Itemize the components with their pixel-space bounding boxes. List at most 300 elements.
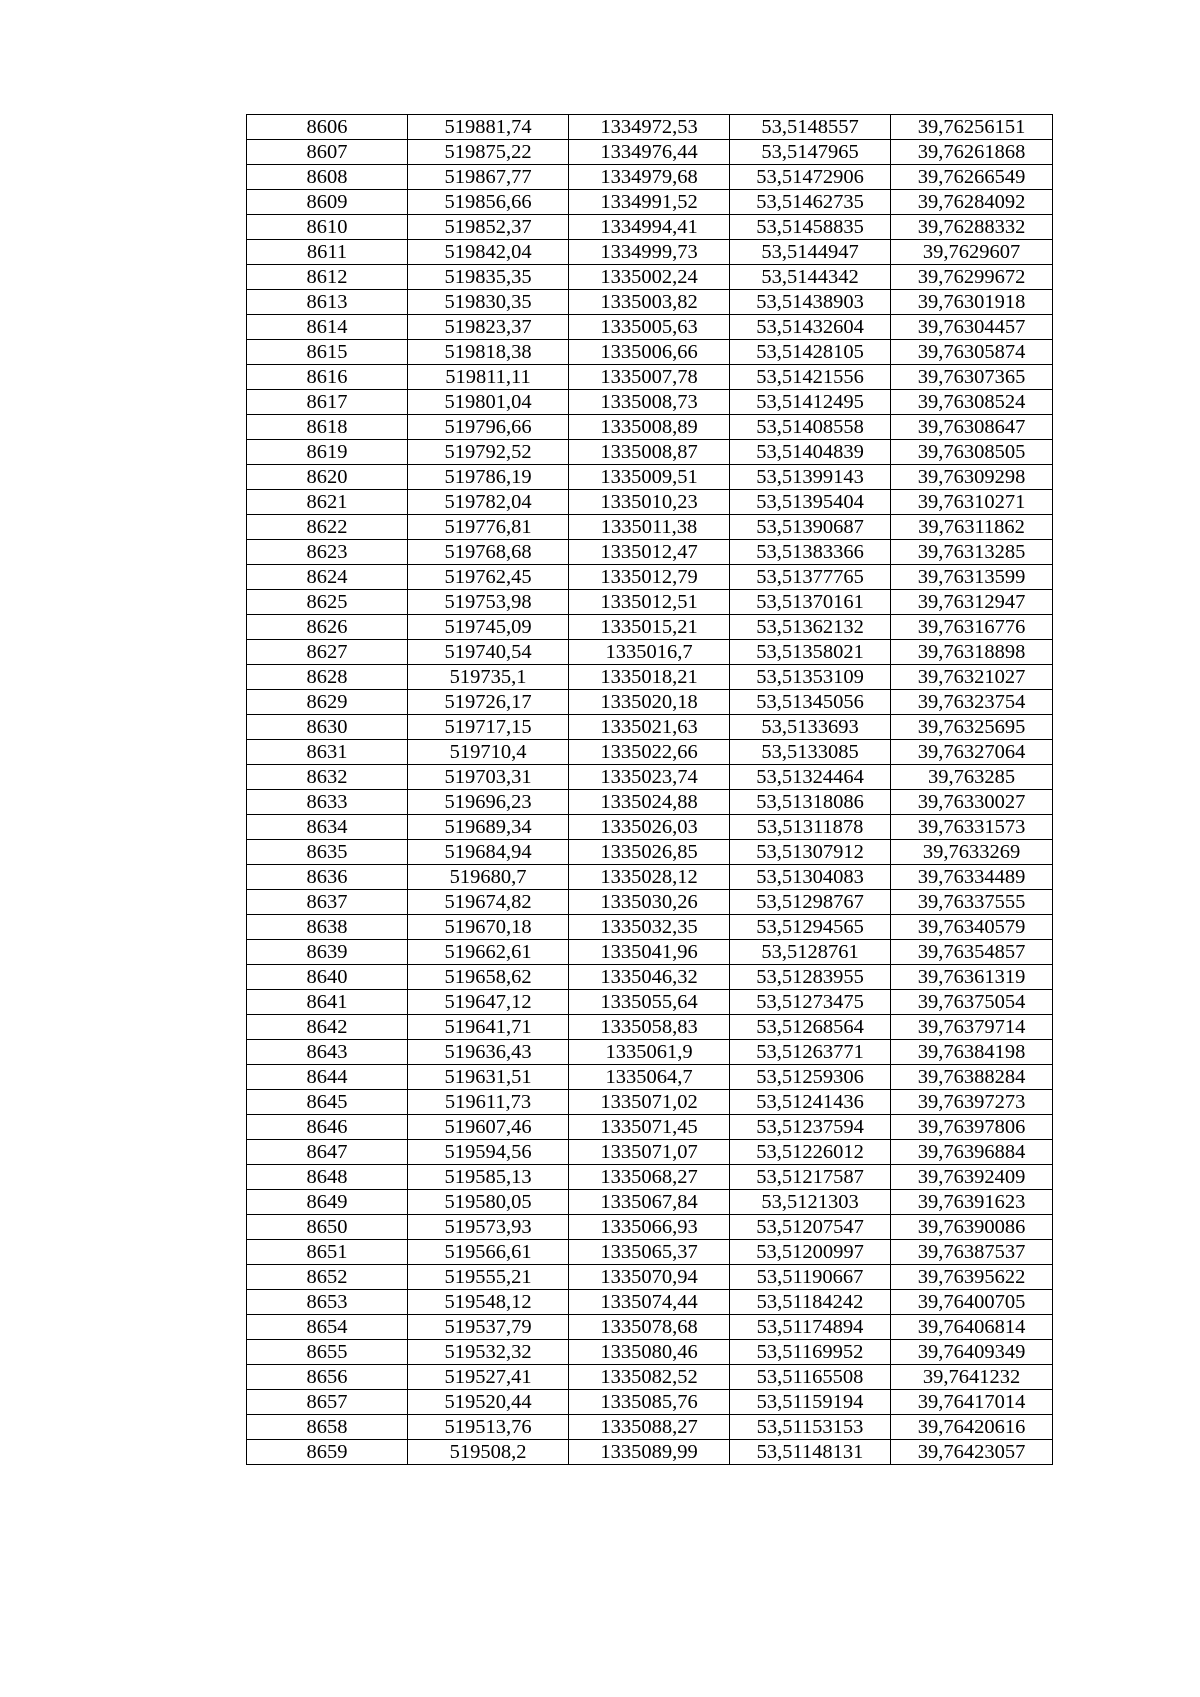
longitude-cell: 39,76310271 xyxy=(891,490,1053,515)
latitude-cell: 53,51169952 xyxy=(730,1340,891,1365)
table-row xyxy=(247,790,1053,815)
table-row xyxy=(247,815,1053,840)
point-number-cell: 8620 xyxy=(247,465,408,490)
table-row xyxy=(247,1140,1053,1165)
point-number-cell: 8644 xyxy=(247,1065,408,1090)
table-row xyxy=(247,1265,1053,1290)
y-coordinate-cell: 1335089,99 xyxy=(569,1440,730,1465)
point-number-cell: 8639 xyxy=(247,940,408,965)
latitude-cell: 53,51273475 xyxy=(730,990,891,1015)
longitude-cell: 39,76261868 xyxy=(891,140,1053,165)
table-row xyxy=(247,740,1053,765)
table-row xyxy=(247,1365,1053,1390)
point-number-cell: 8626 xyxy=(247,615,408,640)
x-coordinate-cell: 519527,41 xyxy=(408,1365,569,1390)
latitude-cell: 53,51298767 xyxy=(730,890,891,915)
longitude-cell: 39,76423057 xyxy=(891,1440,1053,1465)
point-number-cell: 8609 xyxy=(247,190,408,215)
latitude-cell: 53,51472906 xyxy=(730,165,891,190)
y-coordinate-cell: 1335005,63 xyxy=(569,315,730,340)
longitude-cell: 39,76313285 xyxy=(891,540,1053,565)
x-coordinate-cell: 519658,62 xyxy=(408,965,569,990)
point-number-cell: 8623 xyxy=(247,540,408,565)
y-coordinate-cell: 1335032,35 xyxy=(569,915,730,940)
x-coordinate-cell: 519717,15 xyxy=(408,715,569,740)
table-row xyxy=(247,965,1053,990)
table-row xyxy=(247,465,1053,490)
point-number-cell: 8629 xyxy=(247,690,408,715)
latitude-cell: 53,51207547 xyxy=(730,1215,891,1240)
x-coordinate-cell: 519867,77 xyxy=(408,165,569,190)
y-coordinate-cell: 1335026,85 xyxy=(569,840,730,865)
point-number-cell: 8614 xyxy=(247,315,408,340)
y-coordinate-cell: 1335068,27 xyxy=(569,1165,730,1190)
latitude-cell: 53,51311878 xyxy=(730,815,891,840)
x-coordinate-cell: 519611,73 xyxy=(408,1090,569,1115)
y-coordinate-cell: 1335028,12 xyxy=(569,865,730,890)
longitude-cell: 39,76406814 xyxy=(891,1315,1053,1340)
point-number-cell: 8637 xyxy=(247,890,408,915)
y-coordinate-cell: 1335041,96 xyxy=(569,940,730,965)
table-row xyxy=(247,1090,1053,1115)
y-coordinate-cell: 1335024,88 xyxy=(569,790,730,815)
y-coordinate-cell: 1335008,89 xyxy=(569,415,730,440)
longitude-cell: 39,7641232 xyxy=(891,1365,1053,1390)
y-coordinate-cell: 1335085,76 xyxy=(569,1390,730,1415)
latitude-cell: 53,51263771 xyxy=(730,1040,891,1065)
y-coordinate-cell: 1334972,53 xyxy=(569,115,730,140)
table-row xyxy=(247,1040,1053,1065)
longitude-cell: 39,76390086 xyxy=(891,1215,1053,1240)
latitude-cell: 53,51408558 xyxy=(730,415,891,440)
table-row xyxy=(247,240,1053,265)
point-number-cell: 8613 xyxy=(247,290,408,315)
x-coordinate-cell: 519662,61 xyxy=(408,940,569,965)
table-row xyxy=(247,1015,1053,1040)
latitude-cell: 53,51318086 xyxy=(730,790,891,815)
point-number-cell: 8649 xyxy=(247,1190,408,1215)
table-row xyxy=(247,615,1053,640)
x-coordinate-cell: 519735,1 xyxy=(408,665,569,690)
latitude-cell: 53,51353109 xyxy=(730,665,891,690)
point-number-cell: 8652 xyxy=(247,1265,408,1290)
table-row xyxy=(247,1315,1053,1340)
table-row xyxy=(247,140,1053,165)
longitude-cell: 39,76304457 xyxy=(891,315,1053,340)
point-number-cell: 8650 xyxy=(247,1215,408,1240)
x-coordinate-cell: 519875,22 xyxy=(408,140,569,165)
x-coordinate-cell: 519776,81 xyxy=(408,515,569,540)
longitude-cell: 39,76313599 xyxy=(891,565,1053,590)
table-row xyxy=(247,665,1053,690)
table-row xyxy=(247,190,1053,215)
point-number-cell: 8606 xyxy=(247,115,408,140)
y-coordinate-cell: 1335061,9 xyxy=(569,1040,730,1065)
y-coordinate-cell: 1335010,23 xyxy=(569,490,730,515)
point-number-cell: 8631 xyxy=(247,740,408,765)
longitude-cell: 39,76420616 xyxy=(891,1415,1053,1440)
point-number-cell: 8656 xyxy=(247,1365,408,1390)
x-coordinate-cell: 519726,17 xyxy=(408,690,569,715)
point-number-cell: 8625 xyxy=(247,590,408,615)
table-row xyxy=(247,1340,1053,1365)
longitude-cell: 39,76379714 xyxy=(891,1015,1053,1040)
latitude-cell: 53,51241436 xyxy=(730,1090,891,1115)
point-number-cell: 8641 xyxy=(247,990,408,1015)
point-number-cell: 8615 xyxy=(247,340,408,365)
longitude-cell: 39,76387537 xyxy=(891,1240,1053,1265)
longitude-cell: 39,76417014 xyxy=(891,1390,1053,1415)
latitude-cell: 53,51412495 xyxy=(730,390,891,415)
point-number-cell: 8621 xyxy=(247,490,408,515)
latitude-cell: 53,51370161 xyxy=(730,590,891,615)
table-row xyxy=(247,265,1053,290)
x-coordinate-cell: 519508,2 xyxy=(408,1440,569,1465)
y-coordinate-cell: 1335064,7 xyxy=(569,1065,730,1090)
x-coordinate-cell: 519641,71 xyxy=(408,1015,569,1040)
latitude-cell: 53,5121303 xyxy=(730,1190,891,1215)
point-number-cell: 8635 xyxy=(247,840,408,865)
longitude-cell: 39,76309298 xyxy=(891,465,1053,490)
x-coordinate-cell: 519842,04 xyxy=(408,240,569,265)
x-coordinate-cell: 519670,18 xyxy=(408,915,569,940)
latitude-cell: 53,51404839 xyxy=(730,440,891,465)
latitude-cell: 53,51259306 xyxy=(730,1065,891,1090)
table-row xyxy=(247,840,1053,865)
longitude-cell: 39,76308647 xyxy=(891,415,1053,440)
latitude-cell: 53,51217587 xyxy=(730,1165,891,1190)
y-coordinate-cell: 1335055,64 xyxy=(569,990,730,1015)
table-row xyxy=(247,915,1053,940)
y-coordinate-cell: 1335082,52 xyxy=(569,1365,730,1390)
x-coordinate-cell: 519684,94 xyxy=(408,840,569,865)
longitude-cell: 39,76284092 xyxy=(891,190,1053,215)
latitude-cell: 53,51174894 xyxy=(730,1315,891,1340)
x-coordinate-cell: 519513,76 xyxy=(408,1415,569,1440)
point-number-cell: 8617 xyxy=(247,390,408,415)
y-coordinate-cell: 1335011,38 xyxy=(569,515,730,540)
latitude-cell: 53,51237594 xyxy=(730,1115,891,1140)
x-coordinate-cell: 519792,52 xyxy=(408,440,569,465)
point-number-cell: 8657 xyxy=(247,1390,408,1415)
longitude-cell: 39,76400705 xyxy=(891,1290,1053,1315)
x-coordinate-cell: 519753,98 xyxy=(408,590,569,615)
y-coordinate-cell: 1335003,82 xyxy=(569,290,730,315)
table-row xyxy=(247,115,1053,140)
x-coordinate-cell: 519818,38 xyxy=(408,340,569,365)
longitude-cell: 39,76354857 xyxy=(891,940,1053,965)
longitude-cell: 39,76312947 xyxy=(891,590,1053,615)
x-coordinate-cell: 519740,54 xyxy=(408,640,569,665)
y-coordinate-cell: 1335018,21 xyxy=(569,665,730,690)
y-coordinate-cell: 1335074,44 xyxy=(569,1290,730,1315)
table-row xyxy=(247,340,1053,365)
table-row xyxy=(247,1190,1053,1215)
y-coordinate-cell: 1335002,24 xyxy=(569,265,730,290)
x-coordinate-cell: 519689,34 xyxy=(408,815,569,840)
table-row xyxy=(247,1390,1053,1415)
longitude-cell: 39,76396884 xyxy=(891,1140,1053,1165)
table-row xyxy=(247,315,1053,340)
table-row xyxy=(247,1240,1053,1265)
longitude-cell: 39,76311862 xyxy=(891,515,1053,540)
table-row xyxy=(247,990,1053,1015)
x-coordinate-cell: 519710,4 xyxy=(408,740,569,765)
y-coordinate-cell: 1335066,93 xyxy=(569,1215,730,1240)
y-coordinate-cell: 1334979,68 xyxy=(569,165,730,190)
latitude-cell: 53,51268564 xyxy=(730,1015,891,1040)
table-row xyxy=(247,1165,1053,1190)
latitude-cell: 53,51428105 xyxy=(730,340,891,365)
x-coordinate-cell: 519573,93 xyxy=(408,1215,569,1240)
table-row xyxy=(247,1290,1053,1315)
y-coordinate-cell: 1335012,79 xyxy=(569,565,730,590)
y-coordinate-cell: 1335012,51 xyxy=(569,590,730,615)
point-number-cell: 8632 xyxy=(247,765,408,790)
x-coordinate-cell: 519762,45 xyxy=(408,565,569,590)
x-coordinate-cell: 519548,12 xyxy=(408,1290,569,1315)
point-number-cell: 8622 xyxy=(247,515,408,540)
latitude-cell: 53,51307912 xyxy=(730,840,891,865)
x-coordinate-cell: 519782,04 xyxy=(408,490,569,515)
longitude-cell: 39,76334489 xyxy=(891,865,1053,890)
longitude-cell: 39,76395622 xyxy=(891,1265,1053,1290)
y-coordinate-cell: 1335080,46 xyxy=(569,1340,730,1365)
y-coordinate-cell: 1335022,66 xyxy=(569,740,730,765)
x-coordinate-cell: 519830,35 xyxy=(408,290,569,315)
table-row xyxy=(247,865,1053,890)
x-coordinate-cell: 519835,35 xyxy=(408,265,569,290)
point-number-cell: 8659 xyxy=(247,1440,408,1465)
longitude-cell: 39,76384198 xyxy=(891,1040,1053,1065)
latitude-cell: 53,51200997 xyxy=(730,1240,891,1265)
table-row xyxy=(247,515,1053,540)
table-row xyxy=(247,590,1053,615)
coordinates-table xyxy=(246,114,1053,1465)
point-number-cell: 8638 xyxy=(247,915,408,940)
table-row xyxy=(247,765,1053,790)
longitude-cell: 39,76301918 xyxy=(891,290,1053,315)
point-number-cell: 8624 xyxy=(247,565,408,590)
y-coordinate-cell: 1335007,78 xyxy=(569,365,730,390)
point-number-cell: 8618 xyxy=(247,415,408,440)
x-coordinate-cell: 519636,43 xyxy=(408,1040,569,1065)
latitude-cell: 53,51438903 xyxy=(730,290,891,315)
point-number-cell: 8608 xyxy=(247,165,408,190)
longitude-cell: 39,76397806 xyxy=(891,1115,1053,1140)
x-coordinate-cell: 519520,44 xyxy=(408,1390,569,1415)
longitude-cell: 39,763285 xyxy=(891,765,1053,790)
latitude-cell: 53,51283955 xyxy=(730,965,891,990)
table-row xyxy=(247,940,1053,965)
point-number-cell: 8654 xyxy=(247,1315,408,1340)
point-number-cell: 8636 xyxy=(247,865,408,890)
latitude-cell: 53,51294565 xyxy=(730,915,891,940)
latitude-cell: 53,51462735 xyxy=(730,190,891,215)
x-coordinate-cell: 519823,37 xyxy=(408,315,569,340)
latitude-cell: 53,51377765 xyxy=(730,565,891,590)
x-coordinate-cell: 519796,66 xyxy=(408,415,569,440)
x-coordinate-cell: 519580,05 xyxy=(408,1190,569,1215)
x-coordinate-cell: 519607,46 xyxy=(408,1115,569,1140)
y-coordinate-cell: 1335015,21 xyxy=(569,615,730,640)
point-number-cell: 8655 xyxy=(247,1340,408,1365)
longitude-cell: 39,76316776 xyxy=(891,615,1053,640)
x-coordinate-cell: 519532,32 xyxy=(408,1340,569,1365)
longitude-cell: 39,76323754 xyxy=(891,690,1053,715)
y-coordinate-cell: 1334991,52 xyxy=(569,190,730,215)
y-coordinate-cell: 1335026,03 xyxy=(569,815,730,840)
latitude-cell: 53,51458835 xyxy=(730,215,891,240)
table-row xyxy=(247,1065,1053,1090)
latitude-cell: 53,51153153 xyxy=(730,1415,891,1440)
x-coordinate-cell: 519703,31 xyxy=(408,765,569,790)
table-row xyxy=(247,540,1053,565)
x-coordinate-cell: 519786,19 xyxy=(408,465,569,490)
point-number-cell: 8658 xyxy=(247,1415,408,1440)
point-number-cell: 8616 xyxy=(247,365,408,390)
longitude-cell: 39,76266549 xyxy=(891,165,1053,190)
x-coordinate-cell: 519585,13 xyxy=(408,1165,569,1190)
latitude-cell: 53,5147965 xyxy=(730,140,891,165)
latitude-cell: 53,51383366 xyxy=(730,540,891,565)
latitude-cell: 53,5133693 xyxy=(730,715,891,740)
table-row xyxy=(247,440,1053,465)
point-number-cell: 8628 xyxy=(247,665,408,690)
latitude-cell: 53,5128761 xyxy=(730,940,891,965)
table-row xyxy=(247,215,1053,240)
y-coordinate-cell: 1335012,47 xyxy=(569,540,730,565)
x-coordinate-cell: 519537,79 xyxy=(408,1315,569,1340)
longitude-cell: 39,76409349 xyxy=(891,1340,1053,1365)
x-coordinate-cell: 519852,37 xyxy=(408,215,569,240)
y-coordinate-cell: 1335067,84 xyxy=(569,1190,730,1215)
x-coordinate-cell: 519881,74 xyxy=(408,115,569,140)
latitude-cell: 53,51184242 xyxy=(730,1290,891,1315)
table-row xyxy=(247,640,1053,665)
longitude-cell: 39,7629607 xyxy=(891,240,1053,265)
table-row xyxy=(247,290,1053,315)
point-number-cell: 8607 xyxy=(247,140,408,165)
longitude-cell: 39,76308505 xyxy=(891,440,1053,465)
table-row xyxy=(247,690,1053,715)
longitude-cell: 39,76305874 xyxy=(891,340,1053,365)
longitude-cell: 39,76397273 xyxy=(891,1090,1053,1115)
y-coordinate-cell: 1335008,87 xyxy=(569,440,730,465)
y-coordinate-cell: 1335071,07 xyxy=(569,1140,730,1165)
point-number-cell: 8634 xyxy=(247,815,408,840)
table-row xyxy=(247,1415,1053,1440)
point-number-cell: 8646 xyxy=(247,1115,408,1140)
latitude-cell: 53,5148557 xyxy=(730,115,891,140)
y-coordinate-cell: 1335046,32 xyxy=(569,965,730,990)
point-number-cell: 8647 xyxy=(247,1140,408,1165)
longitude-cell: 39,76321027 xyxy=(891,665,1053,690)
longitude-cell: 39,76256151 xyxy=(891,115,1053,140)
x-coordinate-cell: 519801,04 xyxy=(408,390,569,415)
latitude-cell: 53,51390687 xyxy=(730,515,891,540)
longitude-cell: 39,76288332 xyxy=(891,215,1053,240)
point-number-cell: 8643 xyxy=(247,1040,408,1065)
x-coordinate-cell: 519594,56 xyxy=(408,1140,569,1165)
y-coordinate-cell: 1335006,66 xyxy=(569,340,730,365)
y-coordinate-cell: 1334999,73 xyxy=(569,240,730,265)
table-row xyxy=(247,415,1053,440)
longitude-cell: 39,76375054 xyxy=(891,990,1053,1015)
latitude-cell: 53,51395404 xyxy=(730,490,891,515)
x-coordinate-cell: 519555,21 xyxy=(408,1265,569,1290)
longitude-cell: 39,76327064 xyxy=(891,740,1053,765)
longitude-cell: 39,76299672 xyxy=(891,265,1053,290)
y-coordinate-cell: 1335070,94 xyxy=(569,1265,730,1290)
y-coordinate-cell: 1335020,18 xyxy=(569,690,730,715)
table-row xyxy=(247,1115,1053,1140)
latitude-cell: 53,51358021 xyxy=(730,640,891,665)
longitude-cell: 39,76308524 xyxy=(891,390,1053,415)
latitude-cell: 53,51399143 xyxy=(730,465,891,490)
point-number-cell: 8651 xyxy=(247,1240,408,1265)
y-coordinate-cell: 1335065,37 xyxy=(569,1240,730,1265)
x-coordinate-cell: 519566,61 xyxy=(408,1240,569,1265)
y-coordinate-cell: 1335021,63 xyxy=(569,715,730,740)
table-row xyxy=(247,715,1053,740)
x-coordinate-cell: 519647,12 xyxy=(408,990,569,1015)
x-coordinate-cell: 519696,23 xyxy=(408,790,569,815)
point-number-cell: 8619 xyxy=(247,440,408,465)
latitude-cell: 53,51165508 xyxy=(730,1365,891,1390)
x-coordinate-cell: 519811,11 xyxy=(408,365,569,390)
x-coordinate-cell: 519631,51 xyxy=(408,1065,569,1090)
latitude-cell: 53,51345056 xyxy=(730,690,891,715)
y-coordinate-cell: 1335058,83 xyxy=(569,1015,730,1040)
point-number-cell: 8645 xyxy=(247,1090,408,1115)
table-row xyxy=(247,365,1053,390)
latitude-cell: 53,51324464 xyxy=(730,765,891,790)
y-coordinate-cell: 1335008,73 xyxy=(569,390,730,415)
point-number-cell: 8640 xyxy=(247,965,408,990)
y-coordinate-cell: 1335071,02 xyxy=(569,1090,730,1115)
longitude-cell: 39,76307365 xyxy=(891,365,1053,390)
longitude-cell: 39,76337555 xyxy=(891,890,1053,915)
latitude-cell: 53,51432604 xyxy=(730,315,891,340)
latitude-cell: 53,51148131 xyxy=(730,1440,891,1465)
table-row xyxy=(247,490,1053,515)
x-coordinate-cell: 519856,66 xyxy=(408,190,569,215)
x-coordinate-cell: 519745,09 xyxy=(408,615,569,640)
table-row xyxy=(247,390,1053,415)
latitude-cell: 53,5144342 xyxy=(730,265,891,290)
latitude-cell: 53,51421556 xyxy=(730,365,891,390)
y-coordinate-cell: 1335078,68 xyxy=(569,1315,730,1340)
y-coordinate-cell: 1335023,74 xyxy=(569,765,730,790)
longitude-cell: 39,76340579 xyxy=(891,915,1053,940)
x-coordinate-cell: 519674,82 xyxy=(408,890,569,915)
y-coordinate-cell: 1335088,27 xyxy=(569,1415,730,1440)
point-number-cell: 8642 xyxy=(247,1015,408,1040)
point-number-cell: 8627 xyxy=(247,640,408,665)
y-coordinate-cell: 1335009,51 xyxy=(569,465,730,490)
y-coordinate-cell: 1335030,26 xyxy=(569,890,730,915)
x-coordinate-cell: 519680,7 xyxy=(408,865,569,890)
coordinates-table-body xyxy=(247,115,1053,1465)
latitude-cell: 53,51226012 xyxy=(730,1140,891,1165)
point-number-cell: 8611 xyxy=(247,240,408,265)
y-coordinate-cell: 1334976,44 xyxy=(569,140,730,165)
longitude-cell: 39,76325695 xyxy=(891,715,1053,740)
table-row xyxy=(247,165,1053,190)
x-coordinate-cell: 519768,68 xyxy=(408,540,569,565)
longitude-cell: 39,76330027 xyxy=(891,790,1053,815)
